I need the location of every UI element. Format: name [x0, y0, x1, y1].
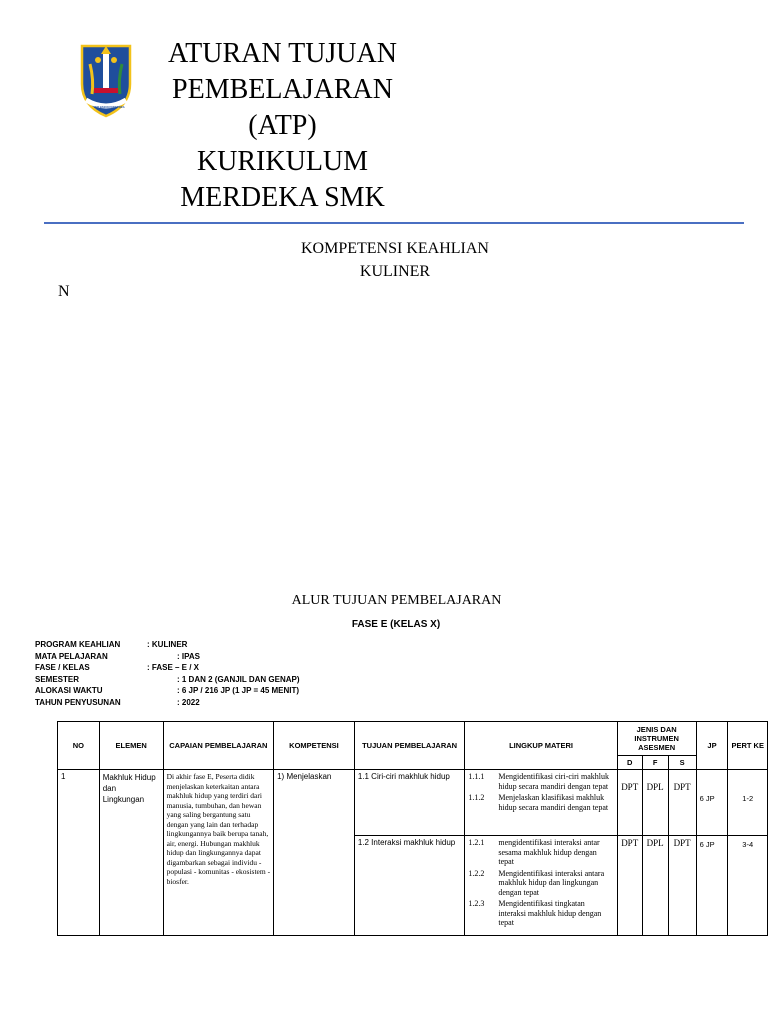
meta-label: SEMESTER — [35, 674, 80, 684]
header-lingkup: LINGKUP MATERI — [465, 722, 617, 770]
logo-motto: JER BASUKI MAWA BEA — [94, 106, 125, 109]
meta-value: : 1 DAN 2 (GANJIL DAN GENAP) — [177, 674, 300, 684]
stray-letter: N — [58, 283, 70, 300]
competency-heading — [240, 237, 550, 283]
cell-jp: 6 JP — [696, 836, 728, 936]
title-line: MERDEKA SMK — [180, 182, 385, 213]
lingkup-item — [468, 869, 613, 898]
lingkup-text: Mengidentifikasi tingkatan interaksi makhluk hidup dengan tepat — [498, 899, 602, 927]
cell-jp: 6 JP — [696, 770, 728, 836]
cell-asesmen-f: DPL — [642, 770, 668, 836]
lingkup-text: mengidentifikasi interaksi antar sesama makhluk hidup dengan tepat — [498, 838, 600, 866]
province-emblem-logo — [78, 40, 134, 118]
title-line: ATURAN TUJUAN — [168, 38, 397, 69]
cell-asesmen-d: DPT — [617, 770, 642, 836]
header-jenis-asesmen: JENIS DAN INSTRUMEN ASESMEN — [617, 722, 696, 756]
header-kompetensi: KOMPETENSI — [274, 722, 355, 770]
header-capaian: CAPAIAN PEMBELAJARAN — [163, 722, 274, 770]
meta-label: PROGRAM KEAHLIAN — [35, 640, 121, 649]
header-elemen: ELEMEN — [99, 722, 163, 770]
header-jp: JP — [696, 722, 728, 770]
section-subheading: FASE E (KELAS X) — [351, 619, 441, 630]
header-pert: PERT KE — [728, 722, 768, 770]
meta-value: : 6 JP / 216 JP (1 JP = 45 MENIT) — [177, 686, 300, 696]
lingkup-number: 1.2.2 — [468, 868, 485, 878]
cell-asesmen-f: DPL — [642, 836, 668, 936]
header-tujuan: TUJUAN PEMBELAJARAN — [354, 722, 465, 770]
lingkup-item — [468, 838, 613, 867]
meta-value: : IPAS — [177, 651, 200, 661]
cell-tujuan: 1.1 Ciri-ciri makhluk hidup — [354, 770, 465, 836]
header-no: NO — [58, 722, 100, 770]
document-title — [150, 36, 415, 216]
header-s: S — [668, 756, 696, 770]
cell-asesmen-s: DPT — [668, 770, 696, 836]
section-heading: ALUR TUJUAN PEMBELAJARAN — [291, 593, 502, 608]
header-divider — [44, 222, 744, 224]
header-d: D — [617, 756, 642, 770]
competency-line: KULINER — [359, 263, 431, 280]
lingkup-item — [468, 899, 613, 928]
cell-asesmen-s: DPT — [668, 836, 696, 936]
cell-tujuan: 1.2 Interaksi makhluk hidup — [354, 836, 465, 936]
lingkup-number: 1.1.2 — [468, 793, 485, 802]
cell-asesmen-d: DPT — [617, 836, 642, 936]
cell-lingkup — [465, 770, 617, 836]
meta-value: : FASE – E / X — [147, 663, 200, 673]
meta-label: FASE / KELAS — [35, 663, 90, 673]
lingkup-number: 1.2.3 — [468, 899, 485, 908]
lingkup-number: 1.1.1 — [468, 772, 485, 781]
cell-lingkup — [465, 836, 617, 936]
meta-label: ALOKASI WAKTU — [35, 686, 103, 696]
atp-table — [57, 721, 768, 936]
lingkup-text: Mengidentifikasi ciri-ciri makhluk hidup secara mandiri dengan tepat — [498, 772, 610, 791]
lingkup-number: 1.2.1 — [468, 838, 485, 847]
lingkup-item — [468, 793, 613, 812]
title-line: PEMBELAJARAN — [172, 74, 393, 105]
meta-value: : 2022 — [177, 697, 200, 707]
lingkup-item — [468, 772, 613, 791]
lingkup-text: Menjelaskan klasifikasi makhluk hidup secara mandiri dengan tepat — [498, 793, 609, 812]
cell-pert: 3-4 — [728, 836, 768, 936]
header-f: F — [642, 756, 668, 770]
cell-capaian: Di akhir fase E, Peserta didik menjelaskan keterkaitan antara makhluk hidup yang terdiri dari manusia, tumbuhan, dan hewan yang saling bergantung satu dengan yang lain dan terhadap lingkungannya baik berupa tanah, air, energi. Hubungan makhluk hidup dan lingkungannya dapat digambarkan sebagai individu - populasi - komunitas - ekosistem - biosfer. — [163, 770, 274, 936]
meta-label: TAHUN PENYUSUNAN — [35, 697, 121, 707]
cell-pert: 1-2 — [728, 770, 768, 836]
cell-kompetensi: 1) Menjelaskan — [274, 770, 355, 936]
title-line: (ATP) — [248, 110, 317, 141]
title-line: KURIKULUM — [196, 146, 369, 177]
meta-value: : KULINER — [147, 640, 188, 649]
cell-elemen: Makhluk Hidup dan Lingkungan — [99, 770, 163, 936]
meta-label: MATA PELAJARAN — [35, 651, 108, 661]
lingkup-text: Mengidentifikasi interaksi antara makhluk hidup dan lingkungan dengan tepat — [498, 868, 605, 897]
cell-no: 1 — [58, 770, 100, 936]
competency-line: KOMPETENSI KEAHLIAN — [301, 240, 489, 257]
